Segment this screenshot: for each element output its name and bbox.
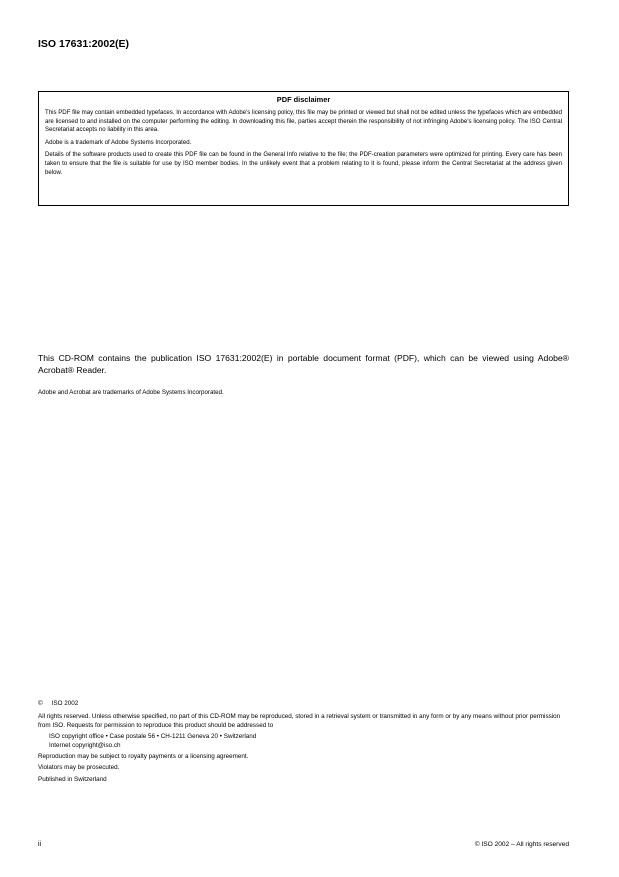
royalty-notice: Reproduction may be subject to royalty payments or a licensing agreement. bbox=[38, 753, 249, 761]
disclaimer-paragraph-trademark: Adobe is a trademark of Adobe Systems Incorporated. bbox=[45, 138, 192, 146]
copyright-block bbox=[38, 700, 569, 787]
disclaimer-paragraph-typefaces: This PDF file may contain embedded typefaces. In accordance with Adobe's licensing policy, this file may be printed or viewed but shall not be edited unless the typefaces which are embedded are licensed to and installed on the computer performing the editing. In downloading this file, parties accept therein the responsibility of not infringing Adobe's licensing policy. The ISO Central Secretariat accepts no liability in this area. bbox=[45, 109, 562, 134]
disclaimer-title: PDF disclaimer bbox=[276, 95, 331, 104]
violators-notice: Violators may be prosecuted. bbox=[38, 764, 120, 772]
page-number: ii bbox=[38, 841, 42, 848]
copyright-symbol: © bbox=[38, 700, 43, 707]
disclaimer-paragraph-details: Details of the software products used to create this PDF file can be found in the General Info relative to the file; the PDF-creation parameters were optimized for printing. Every care has been taken to ensure that the file is suitable for use by ISO member bodies. In the unlikely event that a problem relating to it is found, please inform the Central Secretariat at the address given below. bbox=[45, 151, 562, 176]
copyright-year-line bbox=[38, 700, 569, 708]
trademark-note: Adobe and Acrobat are trademarks of Adobe Systems Incorporated. bbox=[38, 389, 224, 396]
footer-rights: © ISO 2002 – All rights reserved bbox=[474, 841, 569, 848]
copyright-office-address: ISO copyright office • Case postale 56 • CH-1211 Geneva 20 • Switzerland bbox=[49, 733, 257, 741]
pdf-disclaimer-box bbox=[38, 91, 569, 206]
published-in: Published in Switzerland bbox=[38, 775, 107, 783]
document-id-header: ISO 17631:2002(E) bbox=[38, 38, 130, 50]
copyright-rights-text: All rights reserved. Unless otherwise specified, no part of this CD-ROM may be reproduced, stored in a retrieval system or transmitted in any form or by any means without prior permission from ISO. Requests for permission to reproduce this product should be addressed to bbox=[38, 713, 561, 729]
copyright-year: ISO 2002 bbox=[51, 700, 79, 707]
copyright-internet: Internet copyright@iso.ch bbox=[49, 741, 121, 749]
cdrom-description: This CD-ROM contains the publication ISO 17631:2002(E) in portable document format (PDF), which can be viewed using Adobe® Acrobat® Reader. bbox=[38, 353, 569, 375]
